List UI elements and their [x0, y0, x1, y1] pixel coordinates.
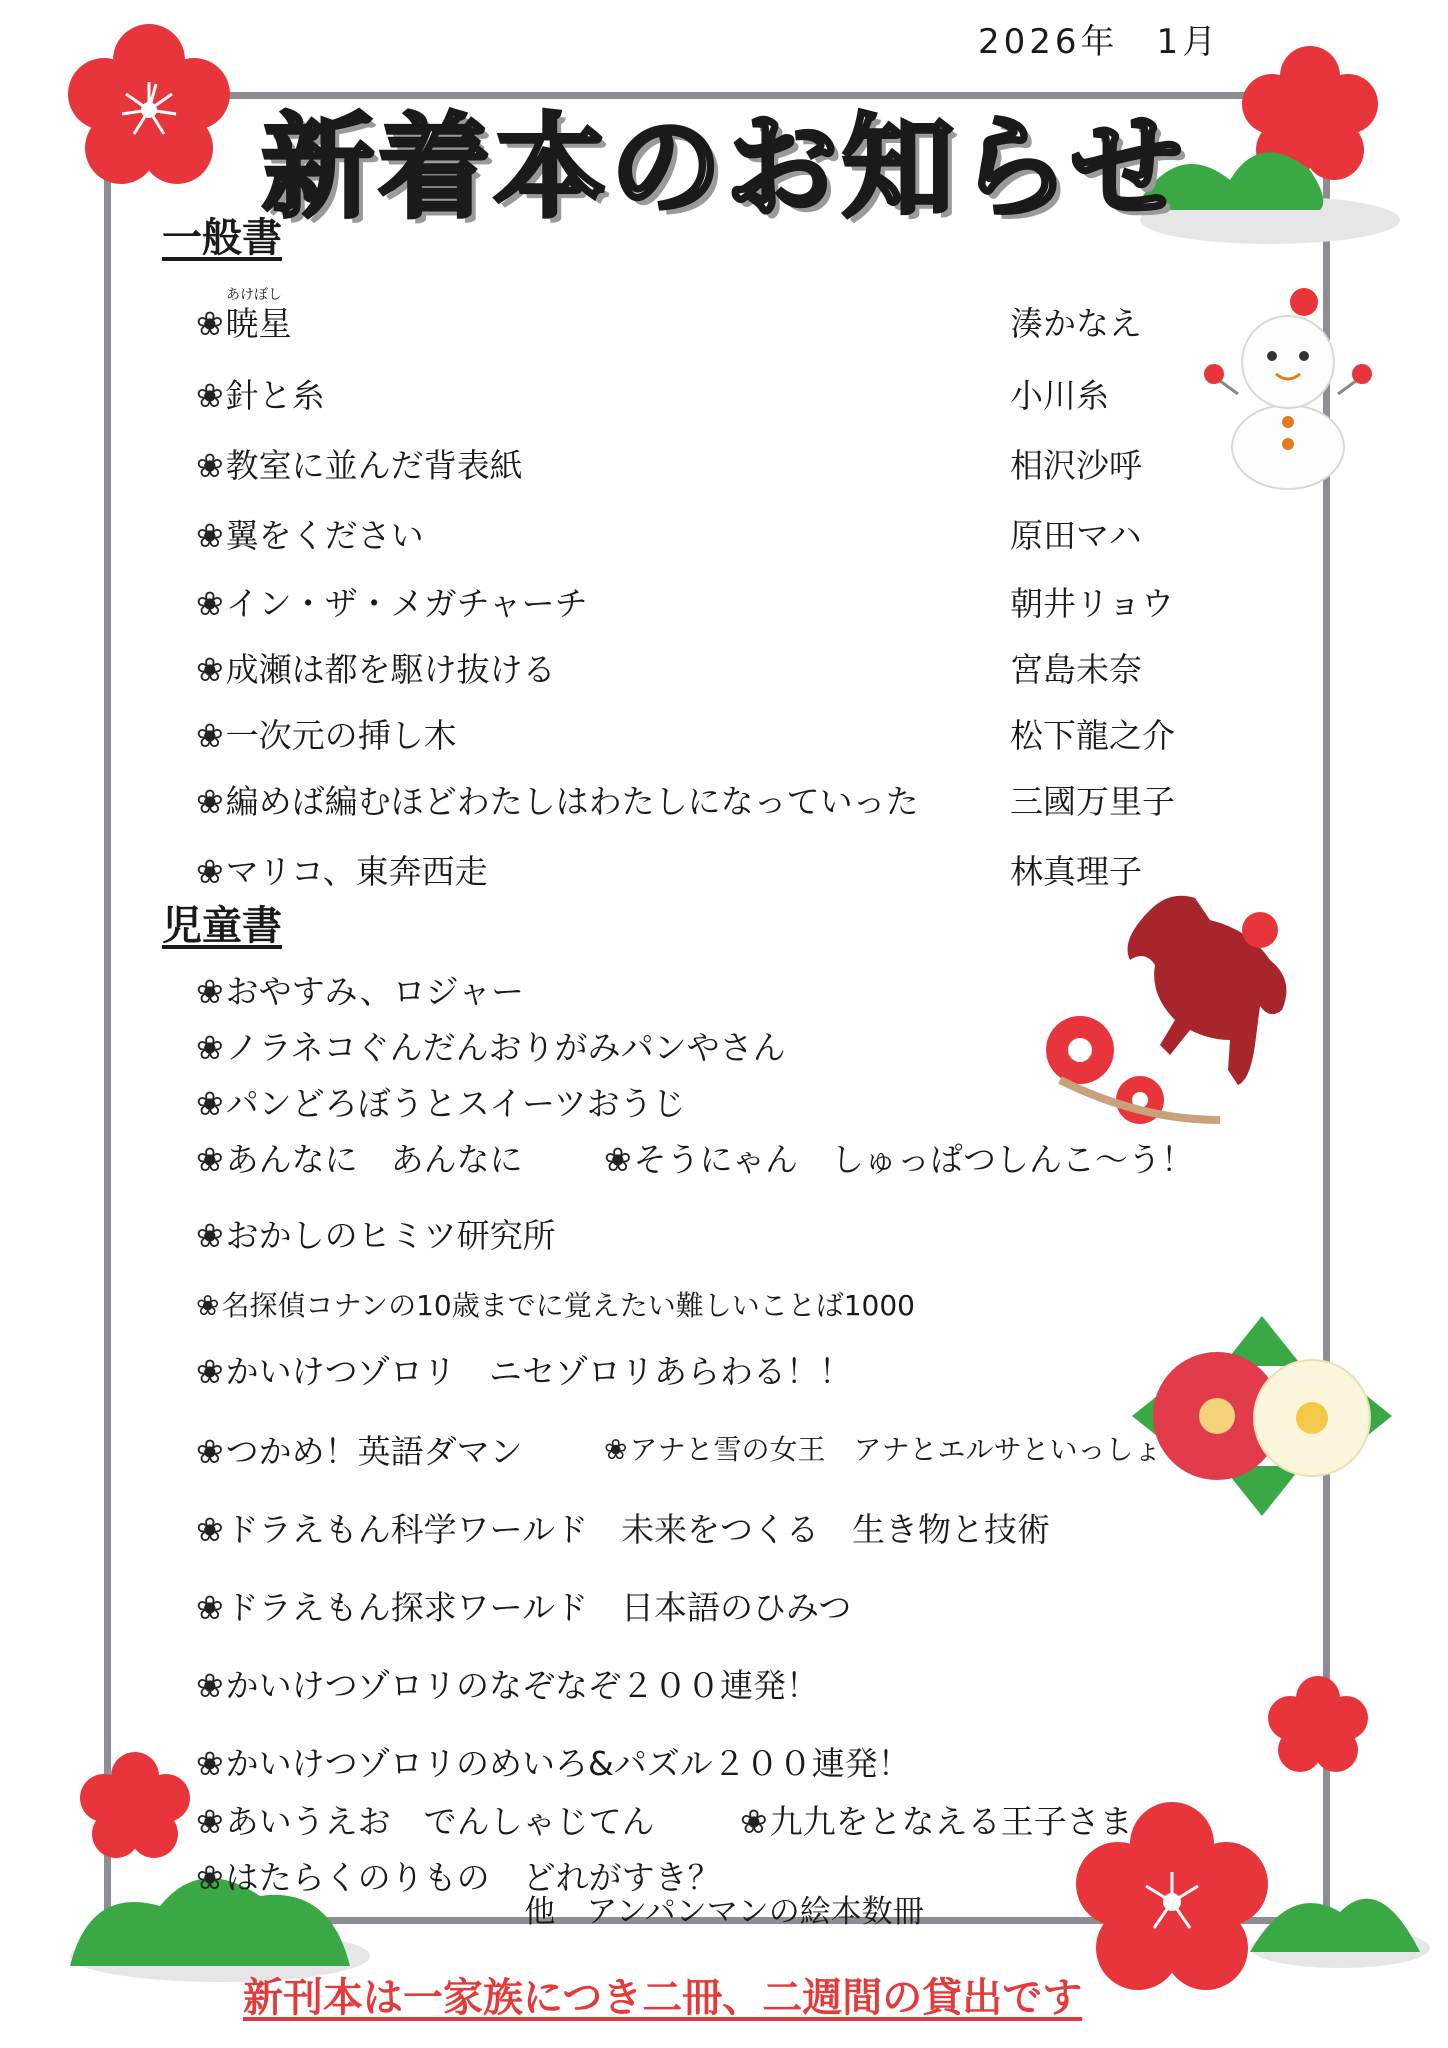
general-book-author: 宮島未奈 [1010, 650, 1142, 689]
general-book-author: 三國万里子 [1010, 782, 1175, 821]
general-book-title: ❀暁星 [196, 304, 292, 343]
flower-mark-icon: ❀ [196, 1858, 224, 1897]
flower-mark-icon: ❀ [740, 1802, 768, 1841]
children-book-title: ❀おかしのヒミツ研究所 [196, 1216, 556, 1255]
general-book-title: ❀翼をください [196, 516, 424, 555]
flower-mark-icon: ❀ [196, 1084, 224, 1123]
general-book-title: ❀教室に並んだ背表紙 [196, 446, 523, 485]
plum-flower-top-left-icon [64, 22, 234, 192]
children-book-title: ❀名探偵コナンの10歳までに覚えたい難しいことば1000 [196, 1289, 915, 1322]
flower-mark-icon: ❀ [196, 782, 224, 821]
flower-mark-icon: ❀ [196, 1216, 224, 1255]
general-book-author: 林真理子 [1010, 852, 1142, 891]
footer-note: 他 アンパンマンの絵本数冊 [524, 1894, 924, 1930]
camellia-flowers-icon [1122, 1306, 1402, 1526]
general-book-title: ❀マリコ、東奔西走 [196, 852, 488, 891]
flower-mark-icon: ❀ [196, 1289, 220, 1322]
children-book-title: ❀ドラえもん探求ワールド 日本語のひみつ [196, 1588, 852, 1627]
flower-mark-icon: ❀ [196, 1432, 224, 1471]
flower-mark-icon: ❀ [196, 584, 224, 623]
flower-mark-icon: ❀ [196, 650, 224, 689]
flower-mark-icon: ❀ [196, 1802, 224, 1841]
general-book-title: ❀成瀬は都を駆け抜ける [196, 650, 556, 689]
general-book-author: 小川糸 [1010, 376, 1109, 415]
page-title: 新着本のお知らせ [262, 103, 1187, 233]
flower-mark-icon: ❀ [196, 1510, 224, 1549]
children-book-title: ❀かいけつゾロリ ニセゾロリあらわる！！ [196, 1352, 852, 1391]
lending-notice: 新刊本は一家族につき二冊、二週間の貸出です [243, 1975, 1083, 2021]
general-book-title: ❀イン・ザ・メガチャーチ [196, 584, 588, 623]
flower-mark-icon: ❀ [196, 1588, 224, 1627]
horse-with-plum-icon [1020, 870, 1310, 1140]
issue-date: 2026年 1月 [978, 22, 1221, 62]
children-book-title: ❀九九をとなえる王子さま [740, 1802, 1133, 1841]
flower-mark-icon: ❀ [196, 516, 224, 555]
children-book-title: ❀そうにゃん しゅっぱつしんこ〜う！ [604, 1140, 1194, 1179]
snowman-icon [1198, 282, 1378, 492]
general-book-author: 松下龍之介 [1010, 716, 1175, 755]
flower-mark-icon: ❀ [196, 1352, 224, 1391]
children-book-title: ❀つかめ！英語ダマン [196, 1432, 523, 1471]
flower-mark-icon: ❀ [196, 852, 224, 891]
general-book-title: ❀一次元の挿し木 [196, 716, 457, 755]
children-book-title: ❀ドラえもん科学ワールド 未来をつくる 生き物と技術 [196, 1510, 1050, 1549]
flower-mark-icon: ❀ [604, 1140, 632, 1179]
children-book-title: ❀あいうえお でんしゃじてん [196, 1802, 655, 1841]
flower-mark-icon: ❀ [196, 972, 224, 1011]
flower-mark-icon: ❀ [196, 716, 224, 755]
flower-mark-icon: ❀ [196, 1666, 224, 1705]
children-book-title: ❀はたらくのりもの どれがすき？ [196, 1858, 721, 1897]
general-book-author: 原田マハ [1010, 516, 1142, 555]
general-book-author: 朝井リョウ [1010, 584, 1175, 623]
flower-mark-icon: ❀ [196, 304, 224, 343]
flower-mark-icon: ❀ [196, 1028, 224, 1067]
plum-flower-small-right-icon [1268, 1676, 1368, 1776]
children-book-title: ❀かいけつゾロリのめいろ&パズル２００連発！ [196, 1744, 911, 1783]
flower-mark-icon: ❀ [196, 1140, 224, 1179]
children-book-title: ❀おやすみ、ロジャー [196, 972, 524, 1011]
ruby-text: あけぼし [226, 287, 282, 303]
flower-mark-icon: ❀ [196, 376, 224, 415]
flower-mark-icon: ❀ [604, 1433, 628, 1466]
general-book-author: 相沢沙呼 [1010, 446, 1142, 485]
general-book-title: ❀針と糸 [196, 376, 325, 415]
section-heading-children: 児童書 [162, 903, 282, 949]
flower-mark-icon: ❀ [196, 1744, 224, 1783]
flower-mark-icon: ❀ [196, 446, 224, 485]
section-heading-general: 一般書 [162, 215, 282, 261]
general-book-title: ❀編めば編むほどわたしはわたしになっていった [196, 782, 919, 821]
children-book-title: ❀あんなに あんなに [196, 1140, 523, 1179]
children-book-title: ❀かいけつゾロリのなぞなぞ２００連発！ [196, 1666, 819, 1705]
children-book-title: ❀ノラネコぐんだんおりがみパンやさん [196, 1028, 786, 1067]
general-book-author: 湊かなえ [1010, 304, 1142, 343]
children-book-title: ❀アナと雪の女王 アナとエルサといっしょ [604, 1433, 1162, 1466]
children-book-title: ❀パンどろぼうとスイーツおうじ [196, 1084, 686, 1123]
